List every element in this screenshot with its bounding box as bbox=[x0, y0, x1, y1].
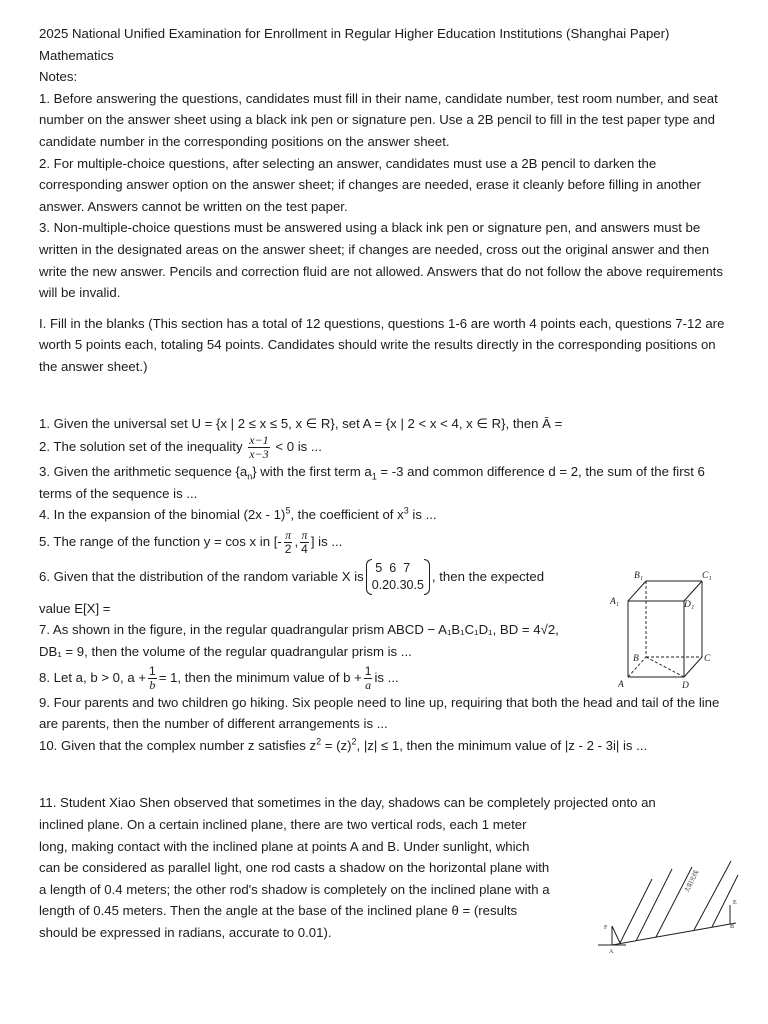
notes-label: Notes: bbox=[39, 69, 78, 85]
q2-fraction: $\frac{x-1}{x-3}$ bbox=[249, 433, 269, 462]
shadow-figure bbox=[596, 855, 744, 955]
question-11-line4: can be considered as parallel light, one rod casts a shadow on the horizontal plane with bbox=[39, 860, 550, 876]
section-heading: I. Fill in the blanks (This section has a total of 12 questions, questions 1-6 are worth 4 points each, questions 7-12 are worth 5 points each, totaling 54 points. Candidates should write the results directly in the corresponding positions on the answer sheet.) bbox=[39, 315, 725, 374]
question-10: 10. Given that the complex number z satisfies $z^2 = (z)^2$, |z| ≤ 1, then the minimum value of |z - 2 - 3i| is ... bbox=[39, 736, 648, 753]
question-11-line2: inclined plane. On a certain inclined plane, there are two vertical rods, each 1 meter bbox=[39, 817, 527, 833]
question-7-line2: DB₁ = 9, then the volume of the regular quadrangular prism is ... bbox=[39, 644, 412, 660]
question-11-line7: should be expressed in radians, accurate to 0.01). bbox=[39, 925, 332, 940]
label-b: B bbox=[633, 654, 639, 664]
question-11-line5: a length of 0.4 meters; the other rod's shadow is completely on the inclined plane with a bbox=[39, 881, 550, 897]
q5-fraction-2: $\frac{\pi}{4}$ bbox=[301, 527, 308, 556]
question-6: 6. Given that the distribution of the random variable X is 5 6 7 0.2 0.3 0.5 , then the expected bbox=[39, 556, 731, 598]
question-11-line3: long, making contact with the inclined plane at points A and B. Under sunlight, which bbox=[39, 838, 530, 854]
label-a1: A₁ bbox=[610, 597, 620, 607]
question-1: 1. Given the universal set U = {x | 2 ≤ x ≤ 5, x ∈ R}, set A = {x | 2 < x < 4, x ∈ R}, then Ā = bbox=[39, 415, 563, 431]
question-5: 5. The range of the function y = cos x in [- $\frac{\pi}{2}$ , $\frac{\pi}{4}$ ] is ... bbox=[39, 527, 343, 556]
label-a: A bbox=[618, 680, 624, 690]
exam-title: 2025 National Unified Examination for Enrollment in Regular Higher Education Institutions (Shanghai Paper) bbox=[39, 26, 670, 41]
label-d1: D₁ bbox=[684, 600, 695, 610]
exam-page bbox=[39, 23, 731, 944]
label-c1: C₁ bbox=[702, 571, 712, 581]
question-3: 3. Given the arithmetic sequence $\{a_n\}$ with the first term $a_1 = -3$ and common difference d = 2, the sum of the first 6 terms of the sequence is ... bbox=[39, 464, 705, 501]
note-1: 1. Before answering the questions, candidates must fill in their name, candidate number, test room number, and seat number on the answer sheet using a black ink pen or signature pen. Use a 2B pencil to fill in the test paper type and candidate number in the corresponding positions on the answer sheet. bbox=[39, 90, 718, 149]
q8-fraction-2: $\frac{1}{a}$ bbox=[364, 663, 372, 692]
question-9: 9. Four parents and two children go hiking. Six people need to line up, requiring that both the head and tail of the line are parents, then the number of different arrangements is ... bbox=[39, 694, 720, 732]
exam-subject: Mathematics bbox=[39, 47, 114, 63]
note-2: 2. For multiple-choice questions, after selecting an answer, candidates must use a 2B pencil to darken the corresponding answer option on the answer sheet; if changes are needed, erase it cleanly before filling in another answer. Answers cannot be written on the test paper. bbox=[39, 155, 701, 214]
q8-fraction-1: $\frac{1}{b}$ bbox=[149, 663, 156, 692]
question-7-line1: 7. As shown in the figure, in the regular quadrangular prism ABCD − A₁B₁C₁D₁, BD = 4√2, bbox=[39, 622, 559, 638]
label-e: E bbox=[733, 900, 737, 906]
q6-distribution-matrix: 5 6 7 0.2 0.3 0.5 bbox=[366, 559, 430, 595]
question-8: 8. Let a, b > 0, a + $\frac{1}{b}$ = 1, then the minimum value of b + $\frac{1}{a}$ is ... bbox=[39, 663, 399, 692]
label-b-shadow: B bbox=[730, 924, 735, 930]
q5-fraction-1: $\frac{\pi}{2}$ bbox=[284, 527, 292, 556]
prism-figure bbox=[606, 567, 724, 693]
label-b1: B₁ bbox=[634, 571, 644, 581]
question-4: 4. In the expansion of the binomial (2x - 1)$^5$, the coefficient of $x^3$ is ... bbox=[39, 505, 437, 523]
note-3: 3. Non-multiple-choice questions must be answered using a black ink pen or signature pen, and answers must be written in the designated areas on the answer sheet; if changes are needed, cross out the original answer and then write the new answer. Pencils and correction fluid are not allowed. Answers that do not follow the above requirements will be invalid. bbox=[39, 220, 723, 301]
question-6-line2: value E[X] = bbox=[39, 600, 111, 616]
question-11-line1: 11. Student Xiao Shen observed that sometimes in the day, shadows can be completely projected onto an bbox=[39, 795, 656, 811]
label-d: D bbox=[682, 681, 689, 691]
question-2: 2. The solution set of the inequality $\frac{x-1}{x-3}$ < 0 is ... bbox=[39, 433, 322, 462]
label-c: C bbox=[704, 654, 711, 664]
label-a-shadow: A bbox=[609, 949, 614, 955]
sun-rays-label: 太阳光线 bbox=[684, 869, 701, 894]
label-f: F bbox=[604, 925, 608, 931]
question-11-line6: length of 0.45 meters. Then the angle at the base of the inclined plane θ = (results bbox=[39, 903, 518, 919]
